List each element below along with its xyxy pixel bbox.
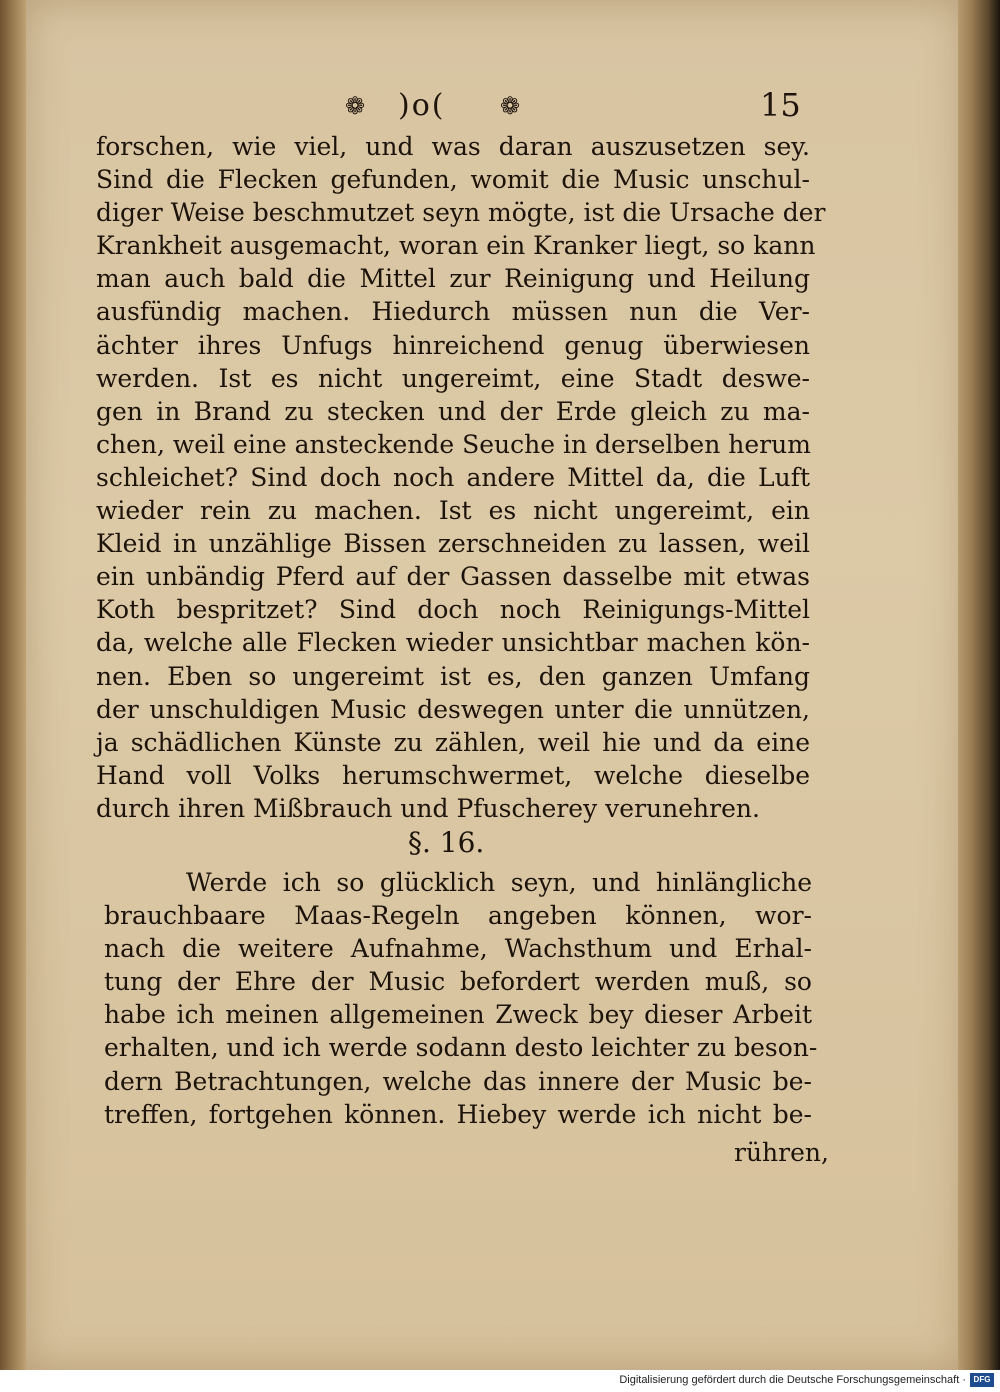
text-line: diger Weise beschmutzet seyn mögte, ist die Ursache der xyxy=(96,198,826,228)
section-heading: §. 16. xyxy=(408,826,485,859)
text-line: nen. Eben so ungereimt ist es, den ganzen Umfang xyxy=(96,661,810,691)
paragraph-2 xyxy=(104,866,818,1131)
text-line: tung der Ehre der Music befordert werden muß, so xyxy=(104,967,812,997)
funding-credit: Digitalisierung gefördert durch die Deutsche Forschungsgemeinschaft · xyxy=(619,1374,966,1386)
text-line: ächter ihres Unfugs hinreichend genug überwiesen xyxy=(96,330,810,360)
text-line: treffen, fortgehen können. Hiebey werde ich nicht be- xyxy=(104,1099,812,1129)
text-line: schleichet? Sind doch noch andere Mittel da, die Luft xyxy=(96,462,810,492)
text-line: habe ich meinen allgemeinen Zweck bey dieser Arbeit xyxy=(104,1000,812,1030)
page-number: 15 xyxy=(760,86,801,124)
floral-ornament-icon: ❁ xyxy=(500,92,521,120)
text-line: nach die weitere Aufnahme, Wachsthum und Erhal- xyxy=(104,934,812,964)
text-line: brauchbaare Maas-Regeln angeben können, wor- xyxy=(104,901,812,931)
text-line: chen, weil eine ansteckende Seuche in derselben herum xyxy=(96,429,811,459)
text-line: Kleid in unzählige Bissen zerschneiden zu lassen, weil xyxy=(96,529,810,559)
floral-ornament-icon: ❁ xyxy=(345,92,366,120)
text-line: man auch bald die Mittel zur Reinigung und Heilung xyxy=(96,264,810,294)
text-line: erhalten, und ich werde sodann desto leichter zu beson- xyxy=(104,1033,818,1063)
text-line: durch ihren Mißbrauch und Pfuscherey verunehren. xyxy=(96,793,760,823)
text-line: dern Betrachtungen, welche das innere der Music be- xyxy=(104,1066,812,1096)
text-line: da, welche alle Flecken wieder unsichtbar machen kön- xyxy=(96,628,810,658)
text-line: wieder rein zu machen. Ist es nicht ungereimt, ein xyxy=(96,496,810,526)
catchword: rühren, xyxy=(734,1138,829,1167)
text-line: forschen, wie viel, und was daran auszusetzen sey. xyxy=(96,132,810,161)
text-line: Koth bespritzet? Sind doch noch Reinigungs-Mittel xyxy=(96,595,810,625)
text-line: der unschuldigen Music deswegen unter die unnützen, xyxy=(96,694,810,724)
page-header xyxy=(0,84,1000,124)
text-line: ja schädlichen Künste zu zählen, weil hie und da eine xyxy=(96,727,810,757)
text-line: Krankheit ausgemacht, woran ein Kranker liegt, so kann xyxy=(96,231,816,261)
text-line: Werde ich so glücklich seyn, und hinlängliche xyxy=(186,868,812,897)
text-line: gen in Brand zu stecken und der Erde gleich zu ma- xyxy=(96,396,810,426)
dfg-logo-icon: DFG xyxy=(970,1373,994,1387)
text-line: ein unbändig Pferd auf der Gassen dasselbe mit etwas xyxy=(96,562,810,592)
text-line: Hand voll Volks herumschwermet, welche dieselbe xyxy=(96,760,810,790)
page-marker: )o( xyxy=(398,88,446,123)
page-stack-edge xyxy=(958,0,1000,1370)
text-line: werden. Ist es nicht ungereimt, eine Stadt deswe- xyxy=(96,363,810,393)
text-line: Sind die Flecken gefunden, womit die Music unschul- xyxy=(96,165,810,195)
text-line: ausfündig machen. Hiedurch müssen nun die Ver- xyxy=(96,297,810,327)
paragraph-1 xyxy=(96,130,826,825)
